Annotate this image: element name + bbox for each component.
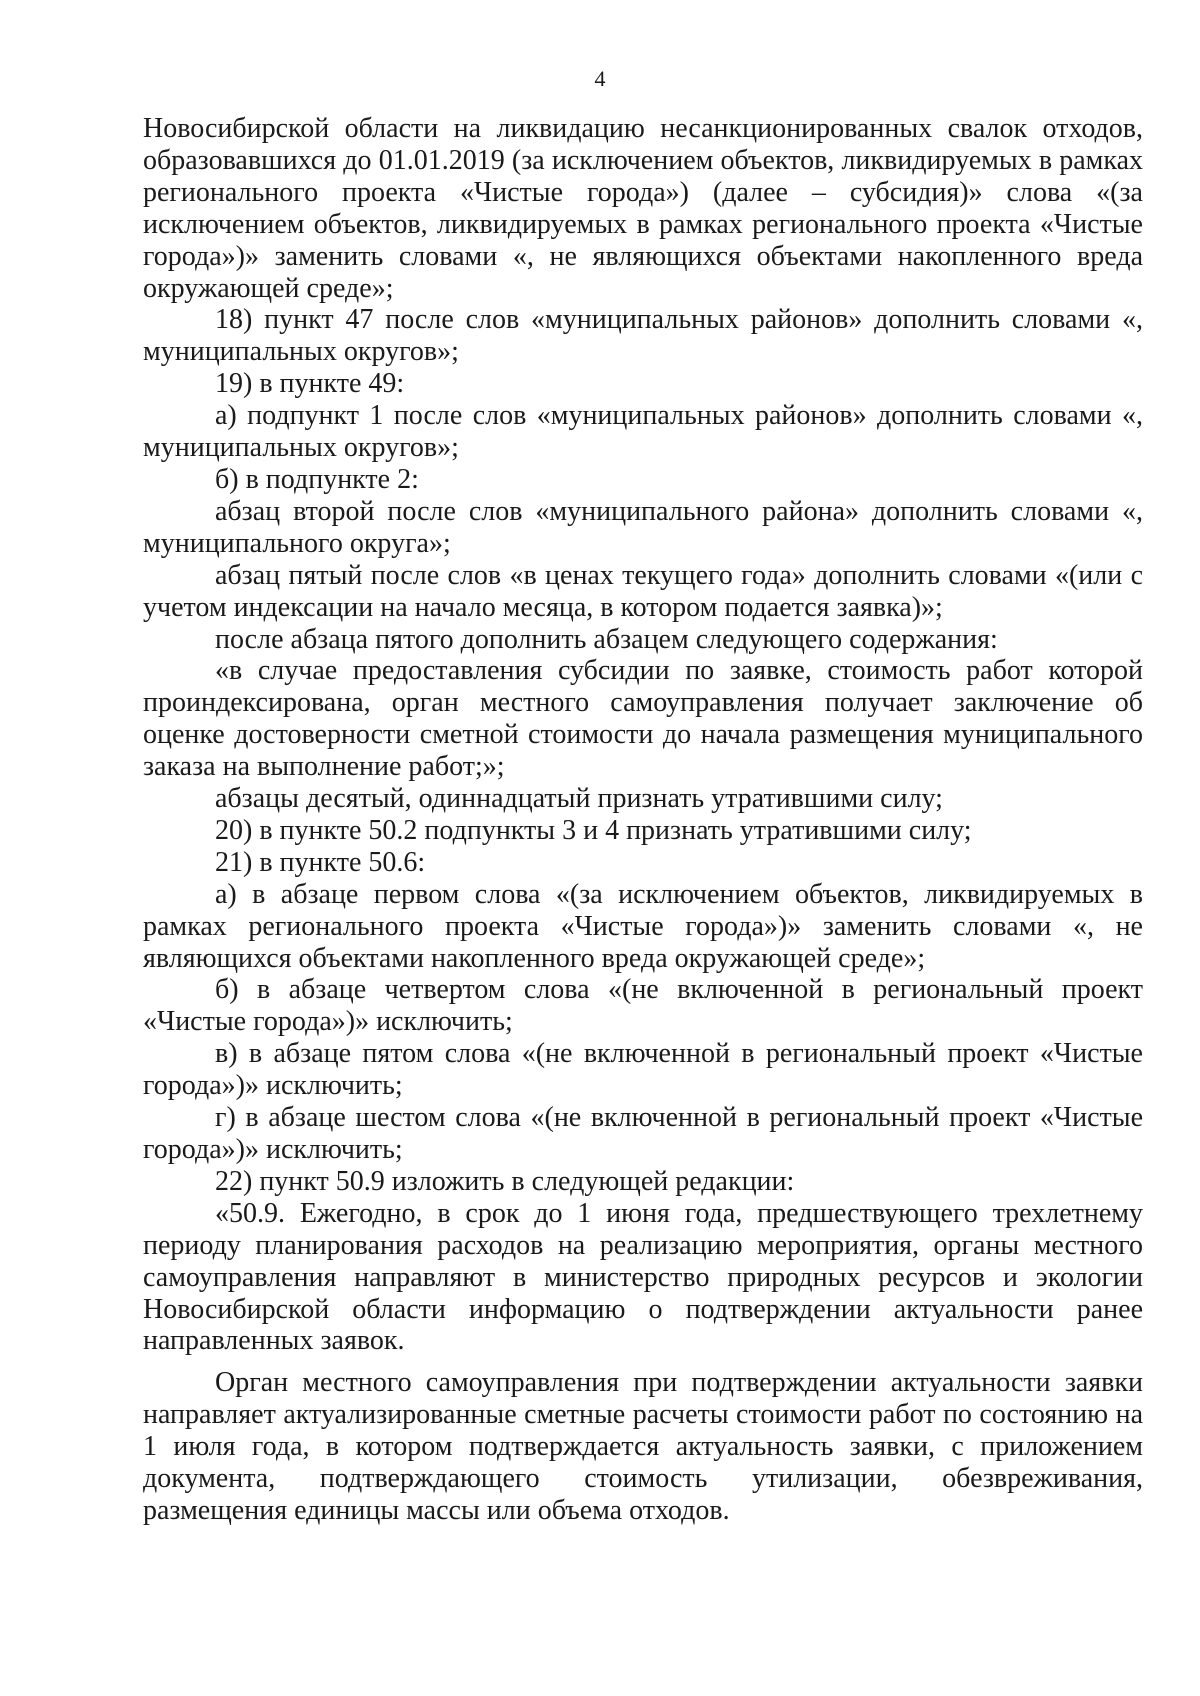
paragraph-item-18: 18) пункт 47 после слов «муниципальных районов» дополнить словами «, муниципальных округов»; — [143, 304, 1143, 368]
paragraph-after-abzac-5: после абзаца пятого дополнить абзацем следующего содержания: — [215, 623, 998, 655]
paragraph-abzac-10-11: абзацы десятый, одиннадцатый признать утратившими силу; — [215, 783, 943, 815]
paragraph-item-19: 19) в пункте 49: — [215, 368, 405, 400]
page-number: 4 — [594, 66, 606, 91]
paragraph-item-19b: б) в подпункте 2: — [215, 463, 419, 495]
document-body — [143, 113, 1143, 1527]
paragraph-item-21: 21) в пункте 50.6: — [215, 846, 426, 878]
paragraph-quote-subsidy: «в случае предоставления субсидии по заявке, стоимость работ которой проиндексирована, орган местного самоуправления получает заключение об оценке достоверности сметной стоимости до начала размещения муниципального заказа на выполнение работ;»; — [143, 655, 1143, 783]
paragraph-continuation: Новосибирской области на ликвидацию несанкционированных свалок отходов, образовавшихся до 01.01.2019 (за исключением объектов, ликвидируемых в рамках регионального проекта «Чистые города») (далее – субсидия)» слова «(за исключением объектов, ликвидируемых в рамках регионального проекта «Чистые города»)» заменить словами «, не являющихся объектами накопленного вреда окружающей среде»; — [143, 113, 1143, 304]
paragraph-abzac-2: абзац второй после слов «муниципального района» дополнить словами «, муниципального округа»; — [143, 495, 1143, 559]
paragraph-local-authority: Орган местного самоуправления при подтверждении актуальности заявки направляет актуализированные сметные расчеты стоимости работ по состоянию на 1 июля года, в котором подтверждается актуальность заявки, с приложением документа, подтверждающего стоимость утилизации, обезвреживания, размещения единицы массы или объема отходов. — [143, 1367, 1143, 1526]
paragraph-item-21v: в) в абзаце пятом слова «(не включенной в региональный проект «Чистые города»)» исключить; — [143, 1038, 1143, 1102]
paragraph-item-21g: г) в абзаце шестом слова «(не включенной в региональный проект «Чистые города»)» исключить; — [143, 1102, 1143, 1165]
paragraph-item-19a: а) подпункт 1 после слов «муниципальных районов» дополнить словами «, муниципальных округов»; — [143, 400, 1143, 464]
paragraph-item-22: 22) пункт 50.9 изложить в следующей редакции: — [215, 1165, 795, 1197]
paragraph-item-21b: б) в абзаце четвертом слова «(не включенной в региональный проект «Чистые города»)» исключить; — [143, 974, 1143, 1038]
paragraph-abzac-5: абзац пятый после слов «в ценах текущего года» дополнить словами «(или с учетом индексации на начало месяца, в котором подается заявка)»; — [143, 559, 1143, 623]
paragraph-quote-50-9: «50.9. Ежегодно, в срок до 1 июня года, предшествующего трехлетнему периоду планирования расходов на реализацию мероприятия, органы местного самоуправления направляют в министерство природных ресурсов и экологии Новосибирской области информацию о подтверждении актуальности ранее направленных заявок. — [143, 1197, 1143, 1357]
paragraph-item-20: 20) в пункте 50.2 подпункты 3 и 4 признать утратившими силу; — [215, 814, 972, 846]
paragraph-item-21a: а) в абзаце первом слова «(за исключением объектов, ликвидируемых в рамках регионального проекта «Чистые города»)» заменить словами «, не являющихся объектами накопленного вреда окружающей среде»; — [143, 878, 1143, 974]
